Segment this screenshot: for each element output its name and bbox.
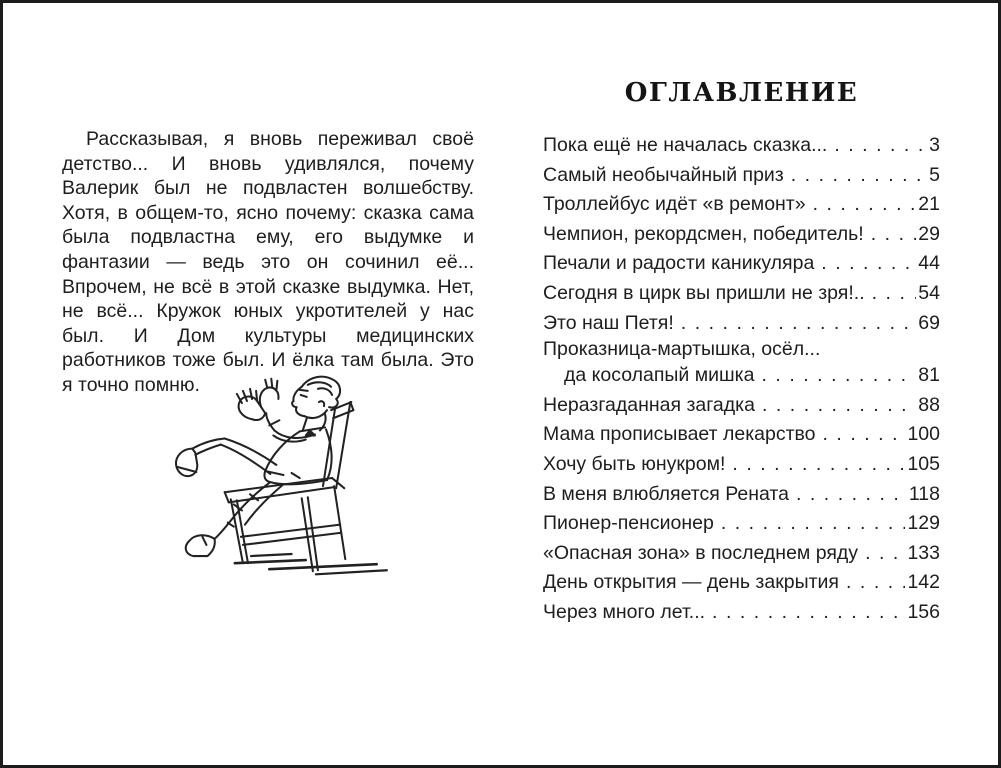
dot-leader	[732, 450, 905, 480]
toc-entry-title: Самый необычайный приз	[543, 163, 784, 186]
toc-entry	[543, 568, 940, 598]
toc-entry-page: 69	[918, 311, 940, 334]
toc-entry-title: Неразгаданная загадка	[543, 393, 755, 416]
toc-entry-page: 44	[918, 252, 940, 275]
toc-entry-title: Через много лет...	[543, 600, 706, 623]
dot-leader	[681, 309, 917, 339]
toc-entry	[543, 190, 940, 220]
toc-entry-title: Пионер-пенсионер	[543, 512, 714, 535]
toc-entry-page: 118	[908, 482, 940, 505]
toc-entry-page: 81	[918, 364, 940, 387]
toc-entry	[543, 220, 940, 250]
dot-leader	[761, 361, 916, 391]
toc-entry	[543, 279, 940, 309]
toc-entry-continuation	[543, 361, 940, 391]
toc-entry-page: 54	[918, 281, 940, 304]
dot-leader	[871, 220, 917, 250]
dot-leader	[872, 279, 917, 309]
toc-entry-page: 142	[907, 571, 940, 594]
dot-leader	[721, 509, 906, 539]
toc-entry-page: 105	[907, 452, 940, 475]
toc-entry-title: День открытия — день закрытия	[543, 571, 839, 594]
toc-entry-page: 5	[929, 163, 940, 186]
toc-entry-title: Мама прописывает лекарство	[543, 423, 816, 446]
toc-entry	[543, 420, 940, 450]
dot-leader	[712, 598, 905, 628]
toc-entry-page: 156	[907, 600, 940, 623]
toc-entry-page: 88	[918, 393, 940, 416]
toc-entry	[543, 539, 940, 569]
dot-leader	[791, 161, 927, 191]
dot-leader	[823, 420, 906, 450]
toc-entry-title: Троллейбус идёт «в ремонт»	[543, 193, 806, 216]
toc-entry-title-line2: да косолапый мишка	[564, 364, 755, 387]
toc-entry-title: «Опасная зона» в последнем ряду	[543, 541, 859, 564]
toc-entry-page: 100	[907, 423, 940, 446]
toc-entry-title: Чемпион, рекордсмен, победитель!	[543, 222, 864, 245]
toc-entry	[543, 391, 940, 421]
toc-entry-page: 29	[918, 222, 940, 245]
dot-leader	[762, 391, 916, 421]
dot-leader	[821, 249, 916, 279]
dot-leader	[834, 131, 927, 161]
toc-heading: ОГЛАВЛЕНИЕ	[624, 78, 859, 108]
toc-entry-page: 3	[929, 134, 940, 156]
toc-list	[543, 131, 940, 628]
toc-entry-title: Проказница-мартышка, осёл...	[543, 338, 821, 361]
toc-entry	[543, 598, 940, 628]
table-of-contents-page	[543, 78, 940, 628]
dot-leader	[846, 568, 905, 598]
toc-entry-page: 21	[918, 193, 940, 216]
toc-entry	[543, 338, 940, 361]
toc-entry-title: Печали и радости каникуляра	[543, 252, 815, 275]
boy-on-chair-illustration	[172, 372, 400, 578]
toc-entry	[543, 161, 940, 191]
toc-entry-title: Сегодня в цирк вы пришли не зря!..	[543, 281, 865, 304]
toc-entry	[543, 309, 940, 339]
toc-entry-title: Хочу быть юнукром!	[543, 452, 726, 475]
dot-leader	[796, 480, 907, 510]
toc-entry-page: 133	[907, 541, 940, 564]
toc-entry	[543, 450, 940, 480]
toc-entry	[543, 509, 940, 539]
toc-entry	[543, 480, 940, 510]
toc-entry-title: Пока ещё не началась сказка...	[543, 134, 828, 156]
body-paragraph: Рассказывая, я вновь переживал своё детство... И вновь удивлялся, почему Валерик был не подвластен волшебству. Хотя, в общем-то, ясно почему: сказка сама была подвластна ему, его выдумке и фантазии — ведь это он сочинил её... Впрочем, не всё в этой сказке выдумка. Нет, не всё... Кружок юных укротителей у нас был. И Дом культуры медицинских работников тоже был. И ёлка там была. Это я точно помню.	[62, 128, 474, 396]
toc-entry-page: 129	[907, 512, 940, 535]
toc-entry-title: Это наш Петя!	[543, 311, 674, 334]
toc-entry-title: В меня влюбляется Рената	[543, 482, 789, 505]
dot-leader	[865, 539, 905, 569]
toc-entry	[543, 131, 940, 161]
dot-leader	[813, 190, 917, 220]
toc-entry	[543, 249, 940, 279]
